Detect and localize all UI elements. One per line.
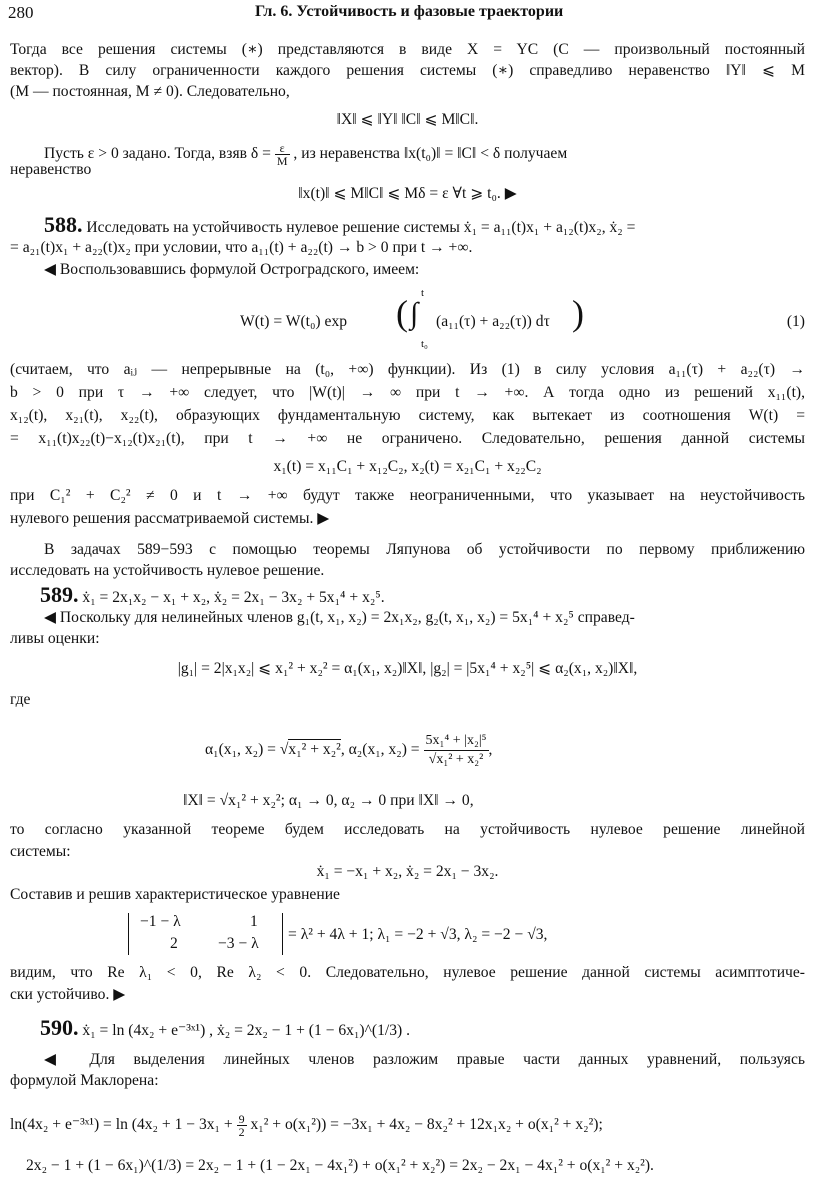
text-line: нулевого решения рассматриваемой системы. ▶: [10, 510, 330, 527]
det-bar-left: [128, 913, 129, 955]
fraction: [424, 732, 489, 769]
problem-line: [10, 582, 805, 608]
text-line: b > 0 при τ → +∞ следует, что |W(t)| → ∞ при t → +∞. А тогда одно из решений x₁₁(t),: [10, 384, 805, 401]
formula-part: ; α₁ → 0, α₂ → 0 при ‖X‖ → 0,: [280, 792, 474, 809]
formula: |g₁| = 2|x₁x₂| ⩽ x₁² + x₂² = α₁(x₁, x₂)‖X‖, |g₂| = |5x₁⁴ + x₂⁵| ⩽ α₂(x₁, x₂)‖X‖,: [177, 660, 638, 677]
text-fragment: ẋ₁ = 2x₁x₂ − x₁ + x₂, ẋ₂ = 2x₁ − 3x₂ + 5x₁⁴ + x₂⁵.: [82, 589, 385, 606]
det-cell: −3 − λ: [218, 935, 259, 952]
sqrt-argument: x₁² + x₂²: [228, 792, 281, 809]
text-line: ски устойчиво. ▶: [10, 986, 126, 1003]
problem-line: [10, 1014, 805, 1042]
det-cell: −1 − λ: [140, 913, 181, 930]
numerator: 5x₁⁴ + |x₂|⁵: [424, 732, 489, 751]
problem-number: 590.: [40, 1015, 79, 1040]
text-line: ◀ Воспользовавшись формулой Остроградского, имеем:: [44, 261, 420, 278]
formula: ẋ₁ = −x₁ + x₂, ẋ₂ = 2x₁ − 3x₂.: [316, 863, 499, 880]
text-line: вектор). В силу ограниченности каждого решения системы (∗) справедливо неравенство ‖Y‖ ⩽ M: [10, 62, 805, 79]
formula-part: W(t) = W(t₀) exp: [240, 313, 348, 330]
text-line: = a₂₁(t)x₁ + a₂₂(t)x₂ при условии, что a₁₁(t) + a₂₂(t) → b > 0 при t → +∞.: [10, 239, 473, 256]
formula-part: = λ² + 4λ + 1; λ₁ = −2 + √3, λ₂ = −2 − √3,: [288, 926, 548, 943]
numerator: ε: [275, 142, 290, 155]
text-fragment: , из неравенства ‖x(t₀)‖ = ‖C‖ < δ получаем: [293, 145, 568, 163]
text-fragment: ẋ₁ = ln (4x₂ + e⁻³ˣ¹) , ẋ₂ = 2x₂ − 1 + (1 − 6x₁)^(1/3) .: [82, 1022, 411, 1039]
text-line: системы:: [10, 843, 71, 860]
problem-number: 588.: [44, 212, 83, 237]
sqrt-argument: x₁² + x₂²: [288, 741, 341, 759]
formula: ‖X‖ = √x₁² + x₂²; α₁ → 0, α₂ → 0 при ‖X‖ → 0,: [183, 792, 474, 809]
text-line: (считаем, что aᵢⱼ — непрерывные на (t₀, +∞) функции). Из (1) в силу условия a₁₁(τ) + a₂₂(τ) →: [10, 361, 805, 378]
text-line: Составив и решив характеристическое уравнение: [10, 886, 340, 903]
text-line: x₁₂(t), x₂₁(t), x₂₂(t), образующих фундаментальную систему, как вытекает из соотношения W(t) =: [10, 407, 805, 424]
integral-sign: ∫: [410, 297, 419, 330]
formula: ‖X‖ ⩽ ‖Y‖ ‖C‖ ⩽ M‖C‖.: [336, 111, 479, 128]
text-line: (M — постоянная, M ≠ 0). Следовательно,: [10, 83, 290, 100]
text-line: = x₁₁(t)x₂₂(t)−x₁₂(t)x₂₁(t), при t → +∞ не ограничено. Следовательно, решения данной системы: [10, 430, 805, 447]
text-line: видим, что Re λ₁ < 0, Re λ₂ < 0. Следовательно, нулевое решение данной системы асимптотиче-: [10, 964, 805, 981]
text-line: где: [10, 691, 31, 708]
equation-number: (1): [786, 313, 805, 330]
denominator: √x₁² + x₂²: [428, 752, 484, 767]
det-cell: 2: [170, 935, 178, 952]
text-fragment: Исследовать на устойчивость нулевое решение системы ẋ₁ = a₁₁(t)x₁ + a₁₂(t)x₂, ẋ₂ =: [86, 219, 636, 236]
text-line: формулой Маклорена:: [10, 1072, 159, 1089]
formula: [10, 1113, 805, 1138]
formula-part: x₁² + o(x₁²)) = −3x₁ + 4x₂ − 8x₂² + 12x₁x₂ + o(x₁² + x₂²);: [250, 1116, 603, 1134]
fraction: [237, 1113, 247, 1138]
formula-part: (a₁₁(τ) + a₂₂(τ)) dτ: [436, 313, 550, 330]
numerator: 9: [238, 1113, 245, 1126]
running-title: Гл. 6. Устойчивость и фазовые траектории: [255, 3, 564, 20]
text-line: при C₁² + C₂² ≠ 0 и t → +∞ будут также неограниченными, что указывает на неустойчивость: [10, 487, 805, 504]
text-line: ◀ Для выделения линейных членов разложим правые части данных уравнений, пользуясь: [44, 1051, 805, 1068]
problem-number: 589.: [40, 582, 79, 607]
page-number: 280: [8, 3, 34, 22]
paren-right: ): [572, 293, 584, 333]
det-bar-right: [282, 913, 283, 955]
integral-upper: t: [421, 287, 425, 299]
formula-part: ‖X‖ =: [183, 792, 220, 809]
formula: α₁(x₁, x₂) = √x₁² + x₂², α₂(x₁, x₂) = $\frac{\text{5x₁⁴ + |x₂|⁵}}{\text{√x₁² + x₂²}}$ ,: [205, 733, 493, 767]
formula-part: , α₂(x₁, x₂) =: [340, 741, 424, 759]
text-line: ◀ Поскольку для нелинейных членов g₁(t, x₁, x₂) = 2x₁x₂, g₂(t, x₁, x₂) = 5x₁⁴ + x₂⁵ справед-: [44, 609, 635, 626]
text-line: ливы оценки:: [10, 630, 100, 647]
problem-line: [10, 212, 805, 238]
text-line: то согласно указанной теореме будем исследовать на устойчивость нулевое решение линейной: [10, 821, 805, 838]
text-line: В задачах 589−593 с помощью теоремы Ляпунова об устойчивости по первому приближению: [44, 541, 805, 558]
formula: x₁(t) = x₁₁C₁ + x₁₂C₂, x₂(t) = x₂₁C₁ + x₂₂C₂: [273, 458, 542, 475]
text-fragment: Пусть ε > 0 задано. Тогда, взяв δ =: [44, 145, 275, 163]
formula: 2x₂ − 1 + (1 − 6x₁)^(1/3) = 2x₂ − 1 + (1 − 2x₁ − 4x₁²) + o(x₁² + x₂²) = 2x₂ − 2x₁ − 4x₁² + o(x₁² + x₂²).: [26, 1157, 654, 1174]
formula-part: ln(4x₂ + e⁻³ˣ¹) = ln (4x₂ + 1 − 3x₁ +: [10, 1116, 237, 1134]
integral-lower: t₀: [421, 338, 428, 350]
text-line: исследовать на устойчивость нулевое решение.: [10, 562, 325, 579]
formula: ‖x(t)‖ ⩽ M‖C‖ ⩽ Mδ = ε ∀t ⩾ t₀. ▶: [298, 185, 517, 202]
denominator: 2: [238, 1125, 245, 1138]
denominator: M: [276, 154, 288, 167]
formula-part: α₁(x₁, x₂) =: [205, 741, 280, 759]
text-line: Тогда все решения системы (∗) представляются в виде X = YC (C — произвольный постоянный: [10, 41, 805, 58]
det-cell: 1: [250, 913, 258, 930]
text-line: неравенство: [10, 161, 92, 178]
paren-left: (: [396, 293, 408, 333]
sqrt-argument: x₁² + x₂²: [436, 752, 484, 767]
